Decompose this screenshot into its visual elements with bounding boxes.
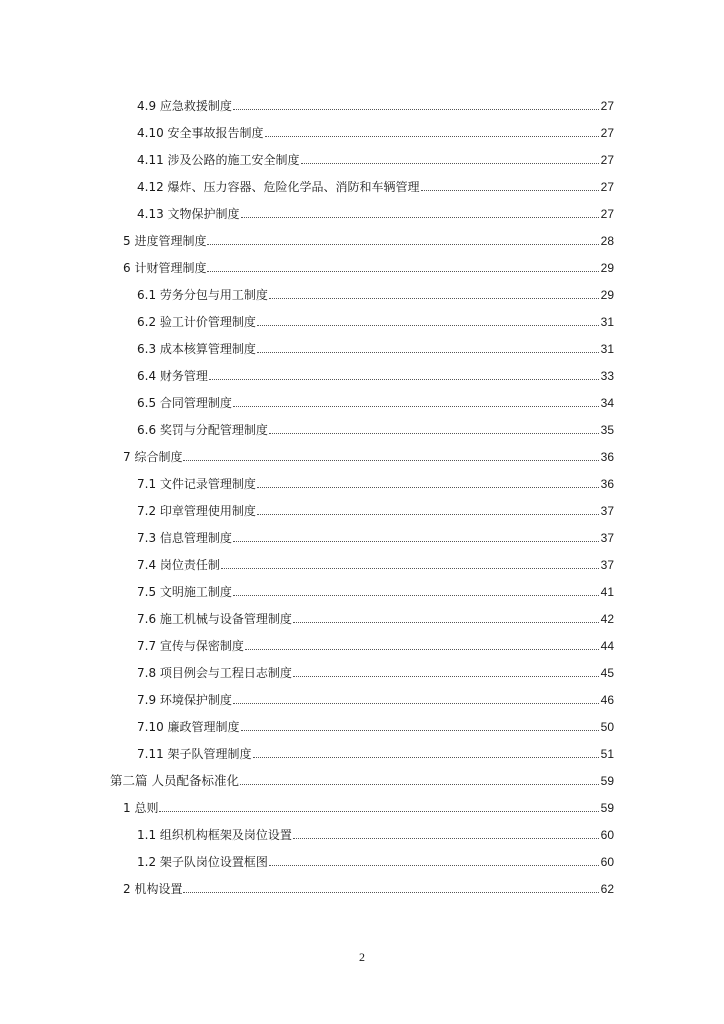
toc-entry-page: 29 bbox=[600, 288, 614, 302]
toc-entry[interactable] bbox=[123, 255, 614, 275]
toc-leader-dots bbox=[257, 352, 599, 353]
toc-entry-page: 59 bbox=[600, 774, 614, 788]
toc-leader-dots bbox=[269, 433, 599, 434]
toc-leader-dots bbox=[257, 325, 599, 326]
toc-entry-title: 4.10 安全事故报告制度 bbox=[137, 126, 264, 140]
toc-entry-page: 27 bbox=[600, 153, 614, 167]
toc-entry-title: 7.3 信息管理制度 bbox=[137, 531, 232, 545]
toc-entry[interactable] bbox=[137, 471, 614, 491]
toc-leader-dots bbox=[233, 595, 599, 596]
toc-leader-dots bbox=[257, 514, 599, 515]
toc-leader-dots bbox=[183, 892, 598, 893]
toc-entry[interactable] bbox=[137, 714, 614, 734]
toc-entry[interactable] bbox=[123, 876, 614, 896]
toc-entry-page: 37 bbox=[600, 504, 614, 518]
toc-entry-title: 5 进度管理制度 bbox=[123, 234, 207, 248]
toc-leader-dots bbox=[240, 784, 599, 785]
toc-leader-dots bbox=[207, 271, 598, 272]
toc-entry-title: 6.2 验工计价管理制度 bbox=[137, 315, 256, 329]
toc-entry[interactable] bbox=[137, 147, 614, 167]
toc-leader-dots bbox=[301, 163, 599, 164]
toc-entry[interactable] bbox=[137, 201, 614, 221]
toc-leader-dots bbox=[221, 568, 599, 569]
toc-entry-page: 59 bbox=[600, 801, 614, 815]
toc-entry-page: 34 bbox=[600, 396, 614, 410]
toc-leader-dots bbox=[293, 622, 599, 623]
toc-entry-page: 31 bbox=[600, 315, 614, 329]
toc-leader-dots bbox=[233, 406, 599, 407]
toc-entry[interactable] bbox=[123, 444, 614, 464]
toc-entry-title: 4.12 爆炸、压力容器、危险化学品、消防和车辆管理 bbox=[137, 180, 420, 194]
toc-entry-page: 62 bbox=[600, 882, 614, 896]
toc-entry-title: 7.9 环境保护制度 bbox=[137, 693, 232, 707]
toc-entry-page: 37 bbox=[600, 558, 614, 572]
toc-entry-title: 7.6 施工机械与设备管理制度 bbox=[137, 612, 292, 626]
toc-entry[interactable] bbox=[137, 660, 614, 680]
toc-entry-page: 33 bbox=[600, 369, 614, 383]
toc-leader-dots bbox=[183, 460, 598, 461]
toc-entry-title: 4.11 涉及公路的施工安全制度 bbox=[137, 153, 300, 167]
toc-entry-title: 1 总则 bbox=[123, 801, 159, 815]
toc-entry-title: 6.5 合同管理制度 bbox=[137, 396, 232, 410]
toc-entry-title: 6.1 劳务分包与用工制度 bbox=[137, 288, 268, 302]
toc-entry-page: 27 bbox=[600, 99, 614, 113]
toc-entry-page: 31 bbox=[600, 342, 614, 356]
toc-entry[interactable] bbox=[137, 822, 614, 842]
toc-entry-page: 46 bbox=[600, 693, 614, 707]
toc-leader-dots bbox=[159, 811, 598, 812]
toc-entry[interactable] bbox=[137, 633, 614, 653]
toc-entry-title: 6.4 财务管理 bbox=[137, 369, 208, 383]
toc-leader-dots bbox=[269, 865, 599, 866]
toc-entry[interactable] bbox=[137, 390, 614, 410]
toc-entry[interactable] bbox=[137, 336, 614, 356]
toc-entry[interactable] bbox=[137, 552, 614, 572]
toc-entry-page: 42 bbox=[600, 612, 614, 626]
toc-entry-title: 7.8 项目例会与工程日志制度 bbox=[137, 666, 292, 680]
toc-leader-dots bbox=[293, 838, 599, 839]
toc-entry-page: 37 bbox=[600, 531, 614, 545]
toc-entry[interactable] bbox=[137, 525, 614, 545]
toc-entry-title: 4.9 应急救援制度 bbox=[137, 99, 232, 113]
toc-entry-title: 1.1 组织机构框架及岗位设置 bbox=[137, 828, 292, 842]
toc-entry-title: 6.3 成本核算管理制度 bbox=[137, 342, 256, 356]
toc-entry-part[interactable] bbox=[110, 768, 614, 788]
toc-entry-page: 29 bbox=[600, 261, 614, 275]
toc-leader-dots bbox=[265, 136, 599, 137]
toc-leader-dots bbox=[269, 298, 599, 299]
toc-entry-title: 7.10 廉政管理制度 bbox=[137, 720, 240, 734]
toc-entry-page: 51 bbox=[600, 747, 614, 761]
toc-entry-title: 6 计财管理制度 bbox=[123, 261, 207, 275]
toc-entry-page: 60 bbox=[600, 855, 614, 869]
toc-entry[interactable] bbox=[137, 174, 614, 194]
toc-leader-dots bbox=[293, 676, 599, 677]
toc-entry-page: 36 bbox=[600, 450, 614, 464]
toc-entry[interactable] bbox=[137, 417, 614, 437]
toc-entry[interactable] bbox=[137, 606, 614, 626]
toc-entry[interactable] bbox=[137, 282, 614, 302]
toc-leader-dots bbox=[241, 217, 599, 218]
toc-entry-title: 7.1 文件记录管理制度 bbox=[137, 477, 256, 491]
toc-leader-dots bbox=[245, 649, 599, 650]
toc-entry[interactable] bbox=[137, 93, 614, 113]
toc-entry-title: 7.7 宣传与保密制度 bbox=[137, 639, 244, 653]
toc-leader-dots bbox=[241, 730, 599, 731]
toc-entry[interactable] bbox=[137, 309, 614, 329]
toc-entry-title: 6.6 奖罚与分配管理制度 bbox=[137, 423, 268, 437]
toc-entry-title: 第二篇 人员配备标准化 bbox=[110, 773, 239, 788]
toc-entry[interactable] bbox=[137, 687, 614, 707]
toc-entry-page: 28 bbox=[600, 234, 614, 248]
toc-leader-dots bbox=[233, 703, 599, 704]
toc-entry[interactable] bbox=[123, 228, 614, 248]
toc-entry[interactable] bbox=[137, 579, 614, 599]
toc-entry-page: 44 bbox=[600, 639, 614, 653]
toc-entry-page: 27 bbox=[600, 126, 614, 140]
toc-entry[interactable] bbox=[137, 498, 614, 518]
toc-entry-page: 50 bbox=[600, 720, 614, 734]
toc-entry-page: 41 bbox=[600, 585, 614, 599]
toc-entry-title: 2 机构设置 bbox=[123, 882, 183, 896]
toc-entry-page: 27 bbox=[600, 207, 614, 221]
toc-entry-title: 1.2 架子队岗位设置框图 bbox=[137, 855, 268, 869]
toc-entry[interactable] bbox=[137, 120, 614, 140]
toc-entry-title: 7.11 架子队管理制度 bbox=[137, 747, 252, 761]
toc-leader-dots bbox=[209, 379, 599, 380]
toc-leader-dots bbox=[207, 244, 598, 245]
toc-entry-title: 7.2 印章管理使用制度 bbox=[137, 504, 256, 518]
toc-leader-dots bbox=[421, 190, 599, 191]
toc-entry[interactable] bbox=[137, 741, 614, 761]
toc-leader-dots bbox=[233, 541, 599, 542]
toc-entry-page: 27 bbox=[600, 180, 614, 194]
toc-leader-dots bbox=[233, 109, 599, 110]
toc-entry-title: 7.5 文明施工制度 bbox=[137, 585, 232, 599]
toc-entry-page: 60 bbox=[600, 828, 614, 842]
toc-entry-title: 4.13 文物保护制度 bbox=[137, 207, 240, 221]
toc-entry-page: 35 bbox=[600, 423, 614, 437]
toc-entry-page: 45 bbox=[600, 666, 614, 680]
toc-entry-title: 7 综合制度 bbox=[123, 450, 183, 464]
page-number: 2 bbox=[359, 950, 365, 964]
toc-entry[interactable] bbox=[123, 795, 614, 815]
toc-entry[interactable] bbox=[137, 363, 614, 383]
toc-entry[interactable] bbox=[137, 849, 614, 869]
toc-entry-title: 7.4 岗位责任制 bbox=[137, 558, 220, 572]
toc-leader-dots bbox=[257, 487, 599, 488]
toc-entry-page: 36 bbox=[600, 477, 614, 491]
toc-leader-dots bbox=[253, 757, 599, 758]
